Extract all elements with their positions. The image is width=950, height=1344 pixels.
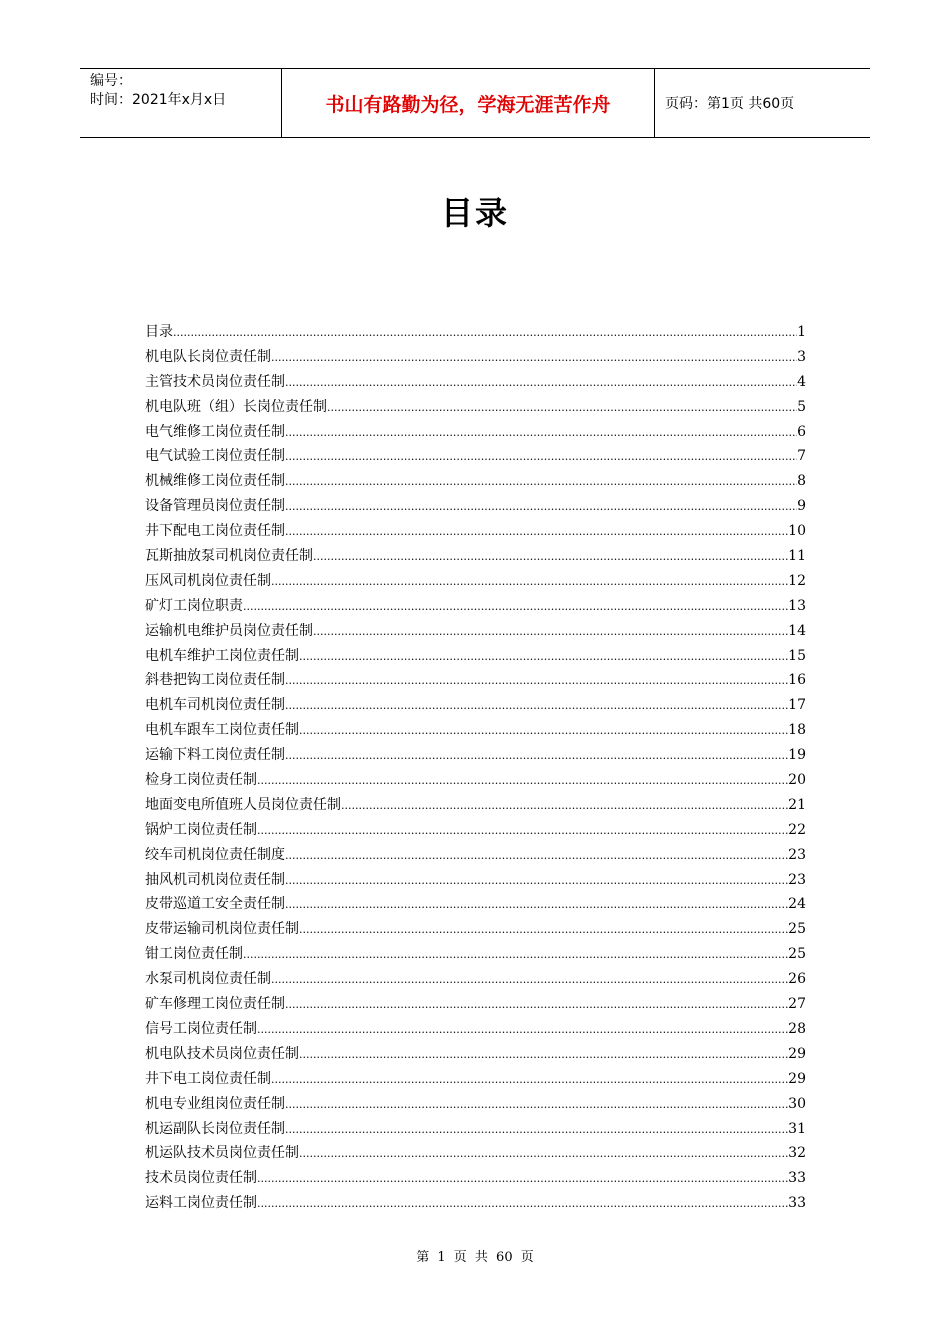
toc-entry-page: 15 xyxy=(788,647,806,664)
toc-entry[interactable] xyxy=(145,370,806,395)
toc-entry[interactable] xyxy=(145,1191,806,1216)
toc-entry[interactable] xyxy=(145,395,806,420)
toc-entry[interactable] xyxy=(145,544,806,569)
toc-entry[interactable] xyxy=(145,718,806,743)
toc-entry-title: 电机车司机岗位责任制 xyxy=(145,697,285,714)
toc-dot-leader xyxy=(299,718,788,743)
toc-entry[interactable] xyxy=(145,743,806,768)
toc-entry-page: 10 xyxy=(788,523,806,540)
toc-dot-leader xyxy=(285,693,788,718)
toc-entry-title: 皮带巡道工安全责任制 xyxy=(145,896,285,913)
toc-entry-page: 22 xyxy=(788,821,806,838)
toc-entry-title: 皮带运输司机岗位责任制 xyxy=(145,921,299,938)
toc-entry-page: 29 xyxy=(788,1045,806,1062)
toc-entry-page: 14 xyxy=(788,622,806,639)
header-page-info: 页码：第1页 共60页 xyxy=(665,96,795,112)
toc-dot-leader xyxy=(243,942,788,967)
toc-entry-page: 31 xyxy=(788,1120,806,1137)
toc-entry-title: 电机车跟车工岗位责任制 xyxy=(145,722,299,739)
toc-entry-page: 25 xyxy=(788,921,806,938)
toc-entry[interactable] xyxy=(145,594,806,619)
toc-entry-page: 23 xyxy=(788,871,806,888)
toc-entry-title: 电气维修工岗位责任制 xyxy=(145,423,285,440)
toc-entry-page: 20 xyxy=(788,772,806,789)
toc-entry-page: 21 xyxy=(788,796,806,813)
toc-dot-leader xyxy=(173,320,797,345)
toc-entry-page: 23 xyxy=(788,846,806,863)
toc-dot-leader xyxy=(285,420,797,445)
toc-dot-leader xyxy=(257,1017,788,1042)
toc-entry[interactable] xyxy=(145,843,806,868)
toc-entry-title: 井下配电工岗位责任制 xyxy=(145,523,285,540)
toc-entry-title: 瓦斯抽放泵司机岗位责任制 xyxy=(145,548,313,565)
toc-entry[interactable] xyxy=(145,967,806,992)
document-number-label: 编号： xyxy=(90,73,132,89)
toc-dot-leader xyxy=(285,992,788,1017)
toc-entry[interactable] xyxy=(145,793,806,818)
toc-dot-leader xyxy=(271,345,797,370)
toc-entry[interactable] xyxy=(145,1141,806,1166)
toc-dot-leader xyxy=(299,1042,788,1067)
toc-dot-leader xyxy=(285,494,797,519)
toc-entry-title: 机运队技术员岗位责任制 xyxy=(145,1145,299,1162)
header-meta xyxy=(80,69,282,137)
toc-dot-leader xyxy=(299,917,788,942)
toc-entry-page: 28 xyxy=(788,1020,806,1037)
toc-entry-title: 机电队长岗位责任制 xyxy=(145,348,271,365)
toc-entry-title: 运输下料工岗位责任制 xyxy=(145,747,285,764)
header-slogan: 书山有路勤为径，学海无涯苦作舟 xyxy=(282,69,655,137)
toc-entry-page: 7 xyxy=(797,448,806,465)
toc-entry-title: 矿灯工岗位职责 xyxy=(145,597,243,614)
toc-entry[interactable] xyxy=(145,469,806,494)
toc-entry-page: 24 xyxy=(788,896,806,913)
toc-entry-title: 机械维修工岗位责任制 xyxy=(145,473,285,490)
toc-entry-title: 主管技术员岗位责任制 xyxy=(145,373,285,390)
page-title: 目录 xyxy=(440,194,509,232)
toc-dot-leader xyxy=(285,469,797,494)
toc-dot-leader xyxy=(341,793,788,818)
toc-entry-page: 18 xyxy=(788,722,806,739)
table-of-contents xyxy=(145,320,806,1216)
toc-dot-leader xyxy=(285,668,788,693)
toc-dot-leader xyxy=(243,594,788,619)
document-time-label: 时间：2021年x月x日 xyxy=(90,92,227,108)
toc-entry-title: 机运副队长岗位责任制 xyxy=(145,1120,285,1137)
toc-entry[interactable] xyxy=(145,942,806,967)
toc-entry-title: 电机车维护工岗位责任制 xyxy=(145,647,299,664)
toc-entry[interactable] xyxy=(145,644,806,669)
toc-entry-page: 9 xyxy=(797,498,806,515)
toc-entry-title: 机电队技术员岗位责任制 xyxy=(145,1045,299,1062)
toc-entry-title: 压风司机岗位责任制 xyxy=(145,572,271,589)
toc-entry-title: 运输机电维护员岗位责任制 xyxy=(145,622,313,639)
toc-entry[interactable] xyxy=(145,892,806,917)
toc-entry-title: 运料工岗位责任制 xyxy=(145,1195,257,1212)
toc-entry[interactable] xyxy=(145,693,806,718)
toc-entry[interactable] xyxy=(145,818,806,843)
toc-entry[interactable] xyxy=(145,494,806,519)
page-header xyxy=(80,68,870,138)
toc-entry-page: 26 xyxy=(788,971,806,988)
toc-entry[interactable] xyxy=(145,1017,806,1042)
toc-entry-page: 4 xyxy=(797,373,806,390)
toc-dot-leader xyxy=(313,619,788,644)
toc-dot-leader xyxy=(285,1092,788,1117)
toc-entry-page: 19 xyxy=(788,747,806,764)
toc-entry-title: 电气试验工岗位责任制 xyxy=(145,448,285,465)
toc-entry-title: 信号工岗位责任制 xyxy=(145,1020,257,1037)
toc-dot-leader xyxy=(257,768,788,793)
toc-entry-title: 技术员岗位责任制 xyxy=(145,1170,257,1187)
toc-entry-title: 目录 xyxy=(145,324,173,340)
toc-dot-leader xyxy=(271,967,788,992)
toc-entry[interactable] xyxy=(145,992,806,1017)
toc-entry-title: 矿车修理工岗位责任制 xyxy=(145,996,285,1013)
toc-entry-title: 钳工岗位责任制 xyxy=(145,946,243,963)
toc-entry-page: 32 xyxy=(788,1145,806,1162)
toc-entry[interactable] xyxy=(145,619,806,644)
toc-entry-page: 16 xyxy=(788,672,806,689)
toc-dot-leader xyxy=(285,1117,788,1142)
toc-entry-page: 25 xyxy=(788,946,806,963)
toc-dot-leader xyxy=(299,644,788,669)
toc-entry-page: 13 xyxy=(788,597,806,614)
toc-dot-leader xyxy=(313,544,788,569)
toc-entry-title: 检身工岗位责任制 xyxy=(145,772,257,789)
toc-dot-leader xyxy=(285,843,788,868)
toc-entry-title: 锅炉工岗位责任制 xyxy=(145,821,257,838)
toc-entry-title: 设备管理员岗位责任制 xyxy=(145,498,285,515)
toc-dot-leader xyxy=(271,1067,788,1092)
toc-dot-leader xyxy=(327,395,797,420)
toc-dot-leader xyxy=(285,892,788,917)
toc-dot-leader xyxy=(285,444,797,469)
toc-entry[interactable] xyxy=(145,420,806,445)
toc-entry-title: 机电专业组岗位责任制 xyxy=(145,1095,285,1112)
toc-entry-page: 33 xyxy=(788,1195,806,1212)
toc-dot-leader xyxy=(285,868,788,893)
toc-entry[interactable] xyxy=(145,868,806,893)
toc-dot-leader xyxy=(257,1166,788,1191)
toc-entry-page: 8 xyxy=(797,473,806,490)
toc-entry[interactable] xyxy=(145,1067,806,1092)
toc-dot-leader xyxy=(285,743,788,768)
toc-entry-page: 29 xyxy=(788,1070,806,1087)
toc-entry[interactable] xyxy=(145,1117,806,1142)
toc-dot-leader xyxy=(285,519,788,544)
page-footer: 第 1 页 共 60 页 xyxy=(416,1250,534,1265)
toc-dot-leader xyxy=(257,1191,788,1216)
toc-dot-leader xyxy=(271,569,788,594)
toc-dot-leader xyxy=(285,370,797,395)
toc-entry-title: 水泵司机岗位责任制 xyxy=(145,971,271,988)
toc-entry-page: 17 xyxy=(788,697,806,714)
toc-entry-title: 机电队班（组）长岗位责任制 xyxy=(145,398,327,415)
toc-entry-page: 12 xyxy=(788,572,806,589)
toc-entry-page: 33 xyxy=(788,1170,806,1187)
toc-entry[interactable] xyxy=(145,345,806,370)
toc-entry-title: 井下电工岗位责任制 xyxy=(145,1070,271,1087)
toc-dot-leader xyxy=(299,1141,788,1166)
toc-entry-page: 3 xyxy=(797,348,806,365)
toc-entry-page: 5 xyxy=(797,398,806,415)
toc-entry[interactable] xyxy=(145,1092,806,1117)
toc-entry[interactable] xyxy=(145,569,806,594)
toc-entry[interactable] xyxy=(145,1042,806,1067)
toc-entry-title: 绞车司机岗位责任制度 xyxy=(145,846,285,863)
toc-entry-title: 斜巷把钩工岗位责任制 xyxy=(145,672,285,689)
toc-entry[interactable] xyxy=(145,668,806,693)
toc-entry-page: 1 xyxy=(797,324,806,340)
toc-entry-page: 11 xyxy=(788,548,806,565)
toc-entry-page: 27 xyxy=(788,996,806,1013)
toc-entry-title: 抽风机司机岗位责任制 xyxy=(145,871,285,888)
toc-entry[interactable] xyxy=(145,444,806,469)
toc-entry[interactable] xyxy=(145,768,806,793)
toc-dot-leader xyxy=(257,818,788,843)
toc-entry[interactable] xyxy=(145,519,806,544)
toc-entry-page: 30 xyxy=(788,1095,806,1112)
toc-entry[interactable] xyxy=(145,1166,806,1191)
toc-entry-title: 地面变电所值班人员岗位责任制 xyxy=(145,796,341,813)
toc-entry[interactable] xyxy=(145,917,806,942)
toc-entry[interactable] xyxy=(145,320,806,345)
toc-entry-page: 6 xyxy=(797,423,806,440)
